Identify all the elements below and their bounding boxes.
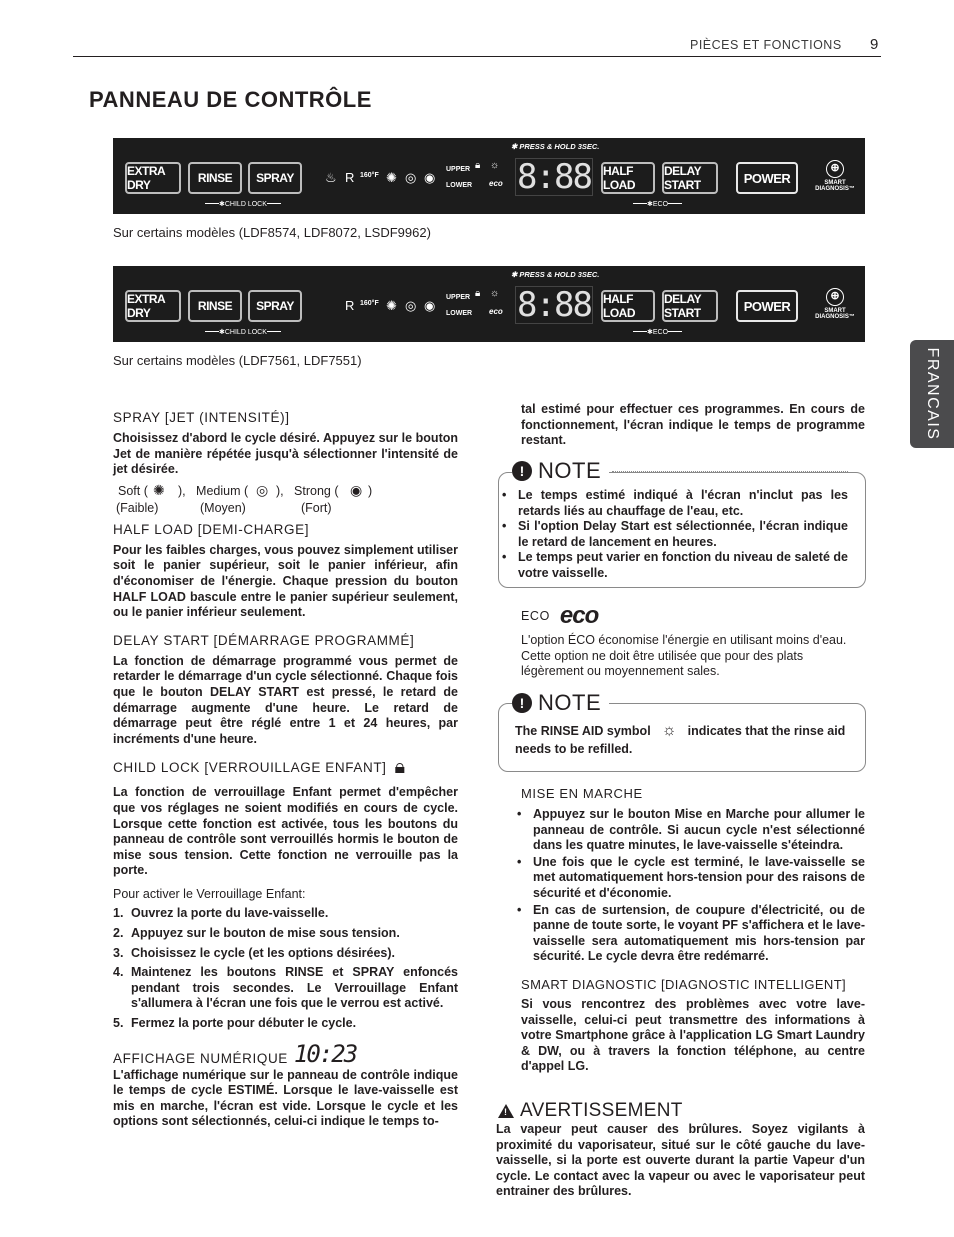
language-tab-label: FRANCAIS [924,347,941,441]
delay-start-button[interactable]: DELAY START [662,162,718,194]
eco-label: ✱ECO [633,326,682,336]
smart-diagnosis-logo: ⊕ SMART DIAGNOSIS™ [815,162,855,192]
digital-display: 8:88 [515,286,593,324]
child-lock-intro: Pour activer le Verrouillage Enfant: [113,886,306,901]
display-text: L'affichage numérique sur le panneau de contrôle indique le temps de cycle ESTIMÉ. Lorsque le lave-vaisselle est mis en marche, l'écran est vide. Lorsque le cycle et les options sont sélectionnés, celui-ci indique le temps to- [113,1067,458,1129]
note-1-list [500,488,848,582]
display-text-continued: tal estimé pour effectuer ces programmes. En cours de fonctionnement, l'écran indique le temps de programme restant. [521,402,865,448]
child-lock-label: ✱CHILD LOCK [205,326,281,336]
child-lock-heading-row [113,757,458,777]
list-item: • Le temps estimé indiqué à l'écran n'inclut pas les retards liés au chauffage de l'eau, etc. [502,488,848,518]
power-list [515,807,865,965]
panel-1-caption: Sur certains modèles (LDF8574, LDF8072, LSDF9962) [113,225,431,240]
eco-heading-row [521,602,598,630]
child-lock-icon: 🔒︎ [394,756,406,779]
list-item: • Si l'option Delay Start est sélectionnée, l'écran indique le retard de lancement en heures. [502,519,848,549]
digital-display-icon: 10:23 [293,1039,357,1068]
list-item: 2. Appuyez sur le bouton de mise sous tension. [113,926,400,941]
spray-intensity-row: Soft ( ✺ ), Medium ( ◎ ), Strong ( ◉ ) (Faible) (Moyen) (Fort) [116,481,373,515]
list-item: 5. Fermez la porte pour débuter le cycle. [113,1016,357,1031]
temp-label: 160°F [360,172,379,179]
extra-dry-button[interactable]: EXTRA DRY [125,290,181,322]
right-column-top [521,402,865,449]
smart-diagnosis-logo: ⊕ SMART DIAGNOSIS™ [815,290,855,320]
note-2-text: The RINSE AID symbol ☼ indicates that the rinse aid needs to be refilled. [515,722,846,756]
half-load-text: Pour les faibles charges, vous pouvez simplement utiliser soit le panier supérieur, soit le panier inférieur, afin d'économiser de l'énergie. Chaque pression du bouton HALF LOAD bascule entre le panier supérieur seulement, ou le panier inférieur seulement. [113,542,458,620]
smart-diagnosis-icon: ⊕ [826,160,844,178]
spray-strong-icon: ◉ [424,298,436,313]
press-hold-label: ✱ PRESS & HOLD 3SEC. [511,142,600,151]
child-lock-text: La fonction de verrouillage Enfant permet d'empêcher que vos réglages ne soient modifiés en cours de cycle. Lorsque cette fonction est activée, tous les boutons du panneau de contrôle sont verrouillés hormis le bouton de mise sous tension. Cette fonction ne verrouille pas la porte. [113,785,458,878]
delay-start-text: La fonction de démarrage programmé vous permet de retarder le démarrage d'un cycle sélectionné. Chaque fois que le bouton DELAY START est pressé, le retard de démarrage augmente d'une heure. Le retard de démarrage peut être réglé entre 1 et 24 heures, par incréments d'une heure. [113,653,458,746]
control-panel-1 [113,138,865,214]
child-lock-steps [113,906,458,1031]
half-load-button[interactable]: HALF LOAD [601,162,655,194]
note-2-dotted-rule [612,703,848,704]
note-1-header [512,458,609,484]
spray-text: Choisissez d'abord le cycle désiré. Appuyez sur le bouton Jet de manière répétée jusqu'à sélectionner l'intensité de jet désirée. [113,431,458,477]
steam-icon: ♨ [325,170,337,185]
exclamation-icon: ! [512,461,532,481]
smart-diagnostic-text: Si vous rencontrez des problèmes avec votre lave-vaisselle, celui-ci peut transmettre des informations à votre Smartphone grâce à l'application LG Smart Laundry & DW, ou à travers la fonction téléphone, au centre d'appel LG. [521,997,865,1074]
spray-strong-icon: ◉ [350,481,363,498]
note-2-header [512,690,609,716]
half-load-heading: HALF LOAD [DEMI-CHARGE] [113,521,310,537]
list-item: • En cas de surtension, de coupure d'électricité, ou de panne de toute sorte, le voyant PF s'affichera et le lave-vaisselle sera automatiquement mis hors-tension par sécurité. Le cycle devra être redémarré. [517,902,865,964]
spray-medium-icon: ◎ [405,298,417,313]
smart-diagnostic-heading: SMART DIAGNOSTIC [DIAGNOSTIC INTELLIGENT] [521,977,847,992]
eco-label: ✱ECO [633,198,682,208]
lower-label: LOWER [446,182,473,189]
section-title: PIÈCES ET FONCTIONS [690,38,842,52]
list-item: • Appuyez sur le bouton Mise en Marche pour allumer le panneau de contrôle. Si aucun cycle n'est sélectionné dans les quatre minutes, le lave-vaisselle s'éteindra. [517,807,865,853]
half-load-button[interactable]: HALF LOAD [601,290,655,322]
spray-strong-icon: ◉ [424,170,436,185]
spray-soft-icon: ✺ [153,481,165,498]
temp-label: 160°F [360,300,379,307]
list-item: • Une fois que le cycle est terminé, le lave-vaisselle se met automatiquement hors-tension pour des raisons de sécurité et d'économie. [517,854,865,900]
display-heading: AFFICHAGE NUMÉRIQUE [113,1050,288,1066]
rinse-aid-icon: R [345,298,355,313]
lock-icon: 🔒︎ [475,288,481,299]
power-button[interactable]: POWER [736,290,798,322]
rinse-aid-indicator-icon: ☼ [490,160,500,171]
eco-indicator: eco [489,307,503,316]
warning-icon: ! [498,1104,514,1118]
note-label: NOTE [538,690,602,715]
note-label: NOTE [538,458,602,483]
spray-soft-icon: ✺ [386,298,397,313]
power-button[interactable]: POWER [736,162,798,194]
page-title: PANNEAU DE CONTRÔLE [89,87,372,112]
lower-label: LOWER [446,310,473,317]
eco-logo: eco [559,602,599,629]
digital-display: 8:88 [515,158,593,196]
list-item: 4. Maintenez les boutons RINSE et SPRAY enfoncés pendant trois secondes. Le Verrouillage Enfant s'allumera à l'écran une fois que le verrou est activé. [113,965,458,1011]
spray-button[interactable]: SPRAY [248,290,302,322]
child-lock-heading: CHILD LOCK [VERROUILLAGE ENFANT] [113,759,387,775]
spray-medium-icon: ◎ [256,481,269,498]
spray-heading: SPRAY [JET (INTENSITÉ)] [113,410,290,425]
rinse-button[interactable]: RINSE [188,290,242,322]
spray-soft-icon: ✺ [386,170,397,185]
rinse-button[interactable]: RINSE [188,162,242,194]
press-hold-label: ✱ PRESS & HOLD 3SEC. [511,270,600,279]
list-item: • Le temps peut varier en fonction du niveau de saleté de votre vaisselle. [502,550,848,580]
lock-icon: 🔒︎ [475,160,481,171]
exclamation-icon: ! [512,693,532,713]
spray-button[interactable]: SPRAY [248,162,302,194]
delay-start-heading: DELAY START [DÉMARRAGE PROGRAMMÉ] [113,632,415,648]
control-panel-2 [113,266,865,342]
extra-dry-button[interactable]: EXTRA DRY [125,162,181,194]
eco-text: L'option ÉCO économise l'énergie en utilisant moins d'eau. Cette option ne doit être utilisée que pour des plats légèrement ou moyennement sales. [521,633,847,679]
child-lock-label: ✱CHILD LOCK [205,198,281,208]
display-heading-row [113,1039,458,1068]
eco-indicator: eco [489,179,503,188]
rinse-aid-indicator-icon: ☼ [490,288,500,299]
power-heading: MISE EN MARCHE [521,786,643,801]
warning-header [498,1100,683,1122]
language-tab [910,340,954,448]
page-number: 9 [870,36,879,53]
spray-medium-icon: ◎ [405,170,417,185]
smart-diagnosis-icon: ⊕ [826,288,844,306]
panel-2-caption: Sur certains modèles (LDF7561, LDF7551) [113,353,362,368]
list-item: 1. Ouvrez la porte du lave-vaisselle. [113,906,329,921]
upper-label: UPPER [446,166,471,173]
eco-heading: ECO [521,609,550,623]
rinse-aid-icon: ☼ [661,722,677,739]
header-rule [73,56,881,57]
list-item: 3. Choisissez le cycle (et les options désirées). [113,945,395,960]
left-column [113,410,458,1130]
warning-text: La vapeur peut causer des brûlures. Soyez vigilants à proximité du vaporisateur, situé sur le côté gauche du lave-vaisselle, si la porte est ouverte durant la partie Vapeur d'un cycle. Le contact avec la vapeur ou avec le vaporisateur peut entrainer des brûlures. [496,1122,865,1199]
note-1-dotted-rule [612,471,848,472]
warning-label: AVERTISSEMENT [520,1100,683,1121]
upper-label: UPPER [446,294,471,301]
delay-start-button[interactable]: DELAY START [662,290,718,322]
rinse-aid-icon: R [345,170,355,185]
